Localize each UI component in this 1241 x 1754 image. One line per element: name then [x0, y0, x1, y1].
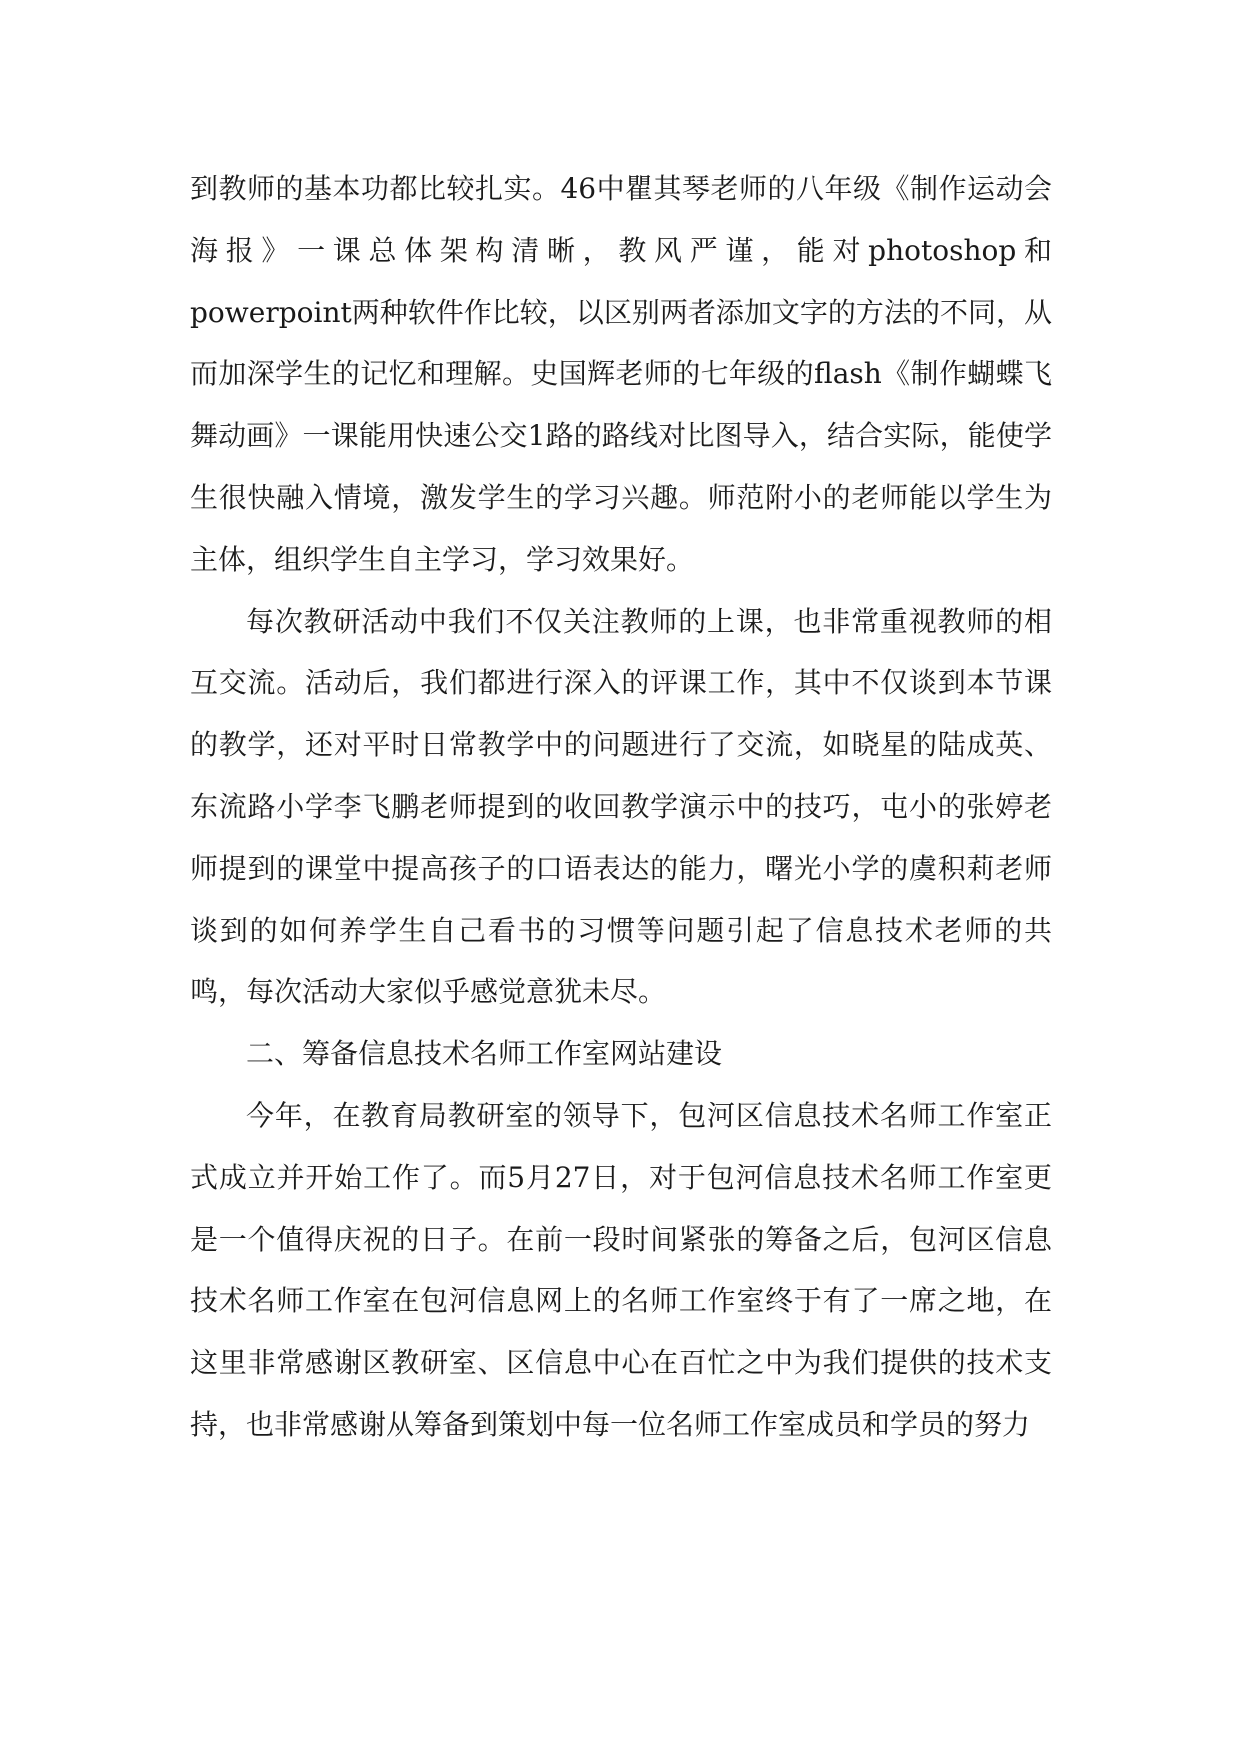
paragraph-1: 到教师的基本功都比较扎实。46中瞿其琴老师的八年级《制作运动会海报》一课总体架构清晰，教风严谨，能对photoshop和powerpoint两种软件作比较，以区别两者添加文字的方法的不同，从而加深学生的记忆和理解。史国辉老师的七年级的flash《制作蝴蝶飞舞动画》一课能用快速公交1路的路线对比图导入，结合实际，能使学生很快融入情境，激发学生的学习兴趣。师范附小的老师能以学生为主体，组织学生自主学习，学习效果好。: [190, 172, 1052, 576]
paragraph-2: 每次教研活动中我们不仅关注教师的上课，也非常重视教师的相互交流。活动后，我们都进行深入的评课工作，其中不仅谈到本节课的教学，还对平时日常教学中的问题进行了交流，如晓星的陆成英、东流路小学李飞鹏老师提到的收回教学演示中的技巧，屯小的张婷老师提到的课堂中提高孩子的口语表达的能力，曙光小学的虞积莉老师谈到的如何养学生自己看书的习惯等问题引起了信息技术老师的共鸣，每次活动大家似乎感觉意犹未尽。: [190, 604, 1052, 1009]
section-heading: 二、筹备信息技术名师工作室网站建设: [246, 1037, 723, 1071]
body-text: [190, 158, 1052, 1456]
paragraph-3: 今年，在教育局教研室的领导下，包河区信息技术名师工作室正式成立并开始工作了。而5月27日，对于包河信息技术名师工作室更是一个值得庆祝的日子。在前一段时间紧张的筹备之后，包河区信息技术名师工作室在包河信息网上的名师工作室终于有了一席之地，在这里非常感谢区教研室、区信息中心在百忙之中为我们提供的技术支持，也非常感谢从筹备到策划中每一位名师工作室成员和学员的努力: [190, 1098, 1052, 1441]
